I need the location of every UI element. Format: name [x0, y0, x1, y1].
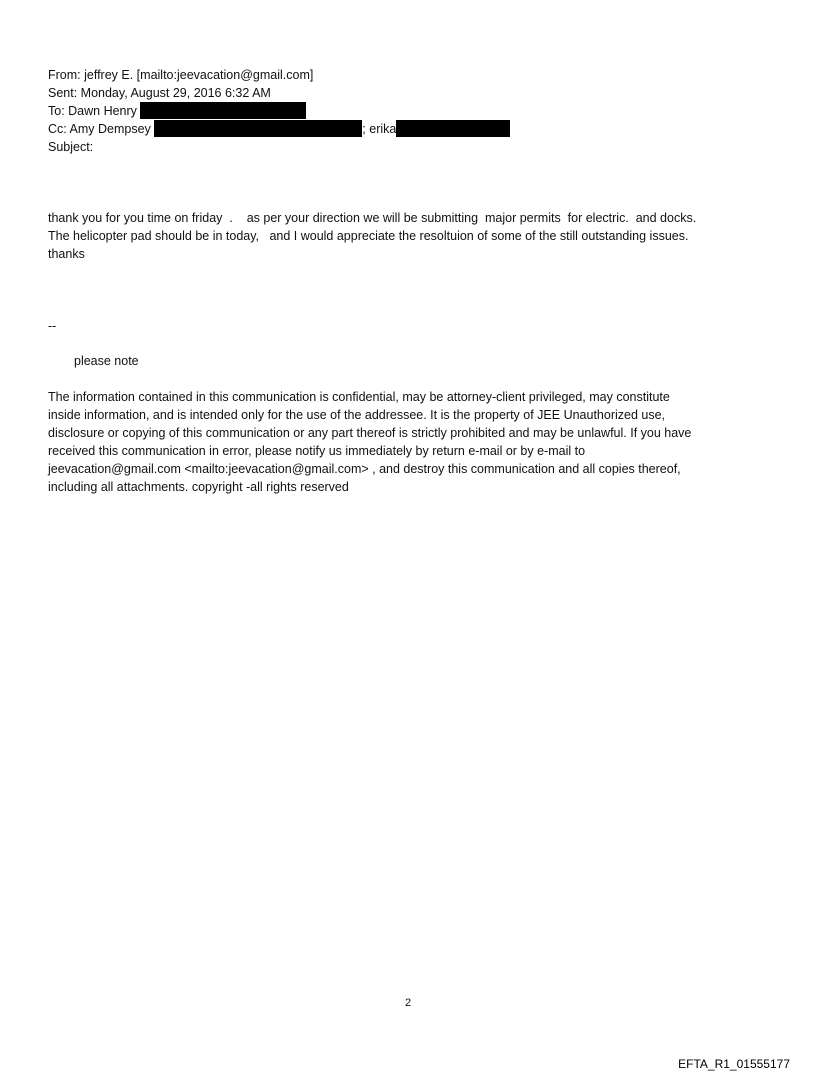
disclaimer-line: jeevacation@gmail.com <mailto:jeevacation@gmail.com> , and destroy this communication and all copies thereof, [48, 462, 681, 476]
document-id: EFTA_R1_01555177 [678, 1057, 790, 1071]
disclaimer-line: disclosure or copying of this communication or any part thereof is strictly prohibited and may be unlawful. If you have [48, 426, 692, 440]
cc-label: Cc: Amy Dempsey [48, 122, 151, 136]
body-line: thank you for you time on friday . as per your direction we will be submitting major permits for electric. and docks. [48, 211, 697, 225]
cc-separator: ; erika [362, 122, 397, 136]
signature-separator: -- [48, 319, 57, 333]
sent-line: Sent: Monday, August 29, 2016 6:32 AM [48, 86, 271, 100]
redaction-box [154, 120, 362, 137]
to-label: To: Dawn Henry [48, 104, 137, 118]
email-body [48, 209, 788, 263]
body-line: thanks [48, 247, 85, 261]
page-number: 2 [404, 997, 412, 1009]
subject-line: Subject: [48, 140, 94, 154]
disclaimer-line: inside information, and is intended only for the use of the addressee. It is the property of JEE Unauthorized use, [48, 408, 666, 422]
disclaimer-line: received this communication in error, please notify us immediately by return e-mail or by e-mail to [48, 444, 586, 458]
confidentiality-disclaimer [48, 388, 788, 496]
to-line [48, 102, 768, 120]
redaction-box [396, 120, 510, 137]
disclaimer-line: including all attachments. copyright -all rights reserved [48, 480, 349, 494]
please-note: please note [74, 354, 139, 368]
body-line: The helicopter pad should be in today, and I would appreciate the resoltuion of some of the still outstanding issues. [48, 229, 689, 243]
redaction-box [140, 102, 306, 119]
email-header [48, 66, 768, 156]
disclaimer-line: The information contained in this communication is confidential, may be attorney-client privileged, may constitute [48, 390, 670, 404]
from-line: From: jeffrey E. [mailto:jeevacation@gmail.com] [48, 68, 314, 82]
cc-line [48, 120, 768, 138]
